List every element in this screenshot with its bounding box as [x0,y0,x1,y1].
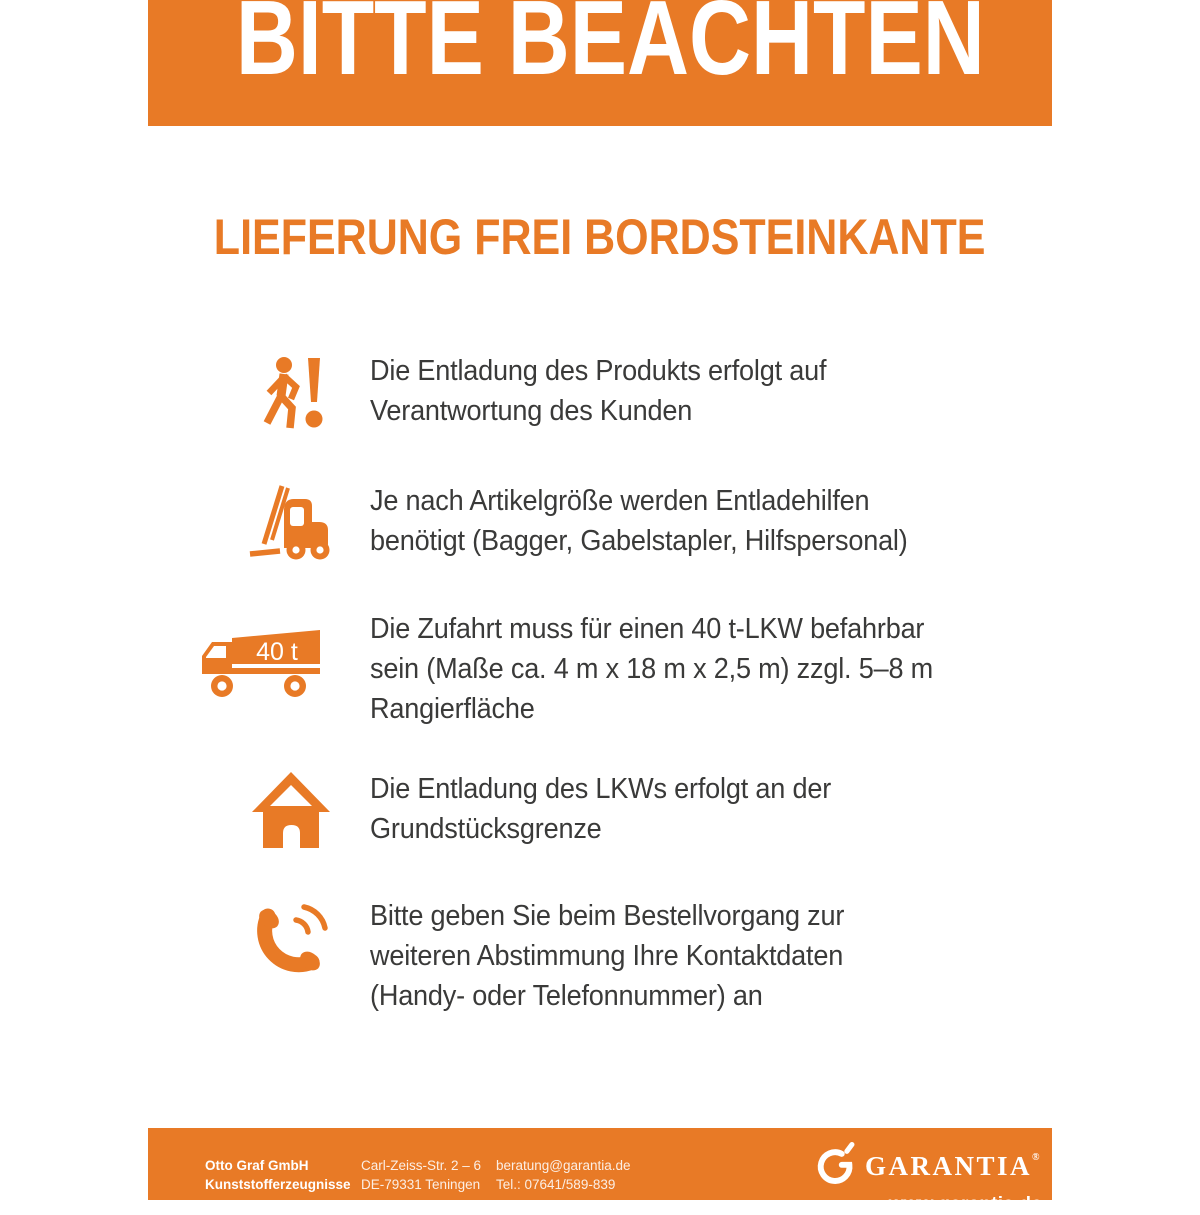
phone-icon [248,898,332,984]
header-bar [148,0,1052,126]
page-title: BITTE BEACHTEN [235,0,985,97]
row-text-2: Je nach Artikelgröße werden Entladehilfen benötigt (Bagger, Gabelstapler, Hilfspersonal) [370,485,908,557]
brand-name: GARANTIA® [865,1151,1042,1181]
footer-bar [148,1128,1052,1215]
forklift-icon [248,482,332,562]
garantia-logo-icon [814,1142,856,1191]
row-text-5: Bitte geben Sie beim Bestellvorgang zur weiteren Abstimmung Ihre Kontaktdaten (Handy- oder Telefonnummer) an [370,900,845,1012]
footer-company: Otto Graf GmbH Kunststofferzeugnisse [205,1158,351,1192]
brand-website: www.garantia.de [888,1194,1042,1215]
pedestrian-warning-icon [256,356,328,432]
brand-block [814,1142,1042,1214]
house-icon [250,770,332,850]
truck-40t-icon [198,626,324,700]
truck-40t-label: 40 t [256,638,298,666]
subtitle: LIEFERUNG FREI BORDSTEINKANTE [214,209,986,265]
row-text-3: Die Zufahrt muss für einen 40 t-LKW befahrbar sein (Maße ca. 4 m x 18 m x 2,5 m) zzgl. 5–8 m Rangierfläche [370,613,934,725]
footer-contact: beratung@garantia.de Tel.: 07641/589-839 [496,1158,631,1192]
row-text-4: Die Entladung des LKWs erfolgt an der Grundstücksgrenze [370,773,832,845]
row-text-1: Die Entladung des Produkts erfolgt auf Verantwortung des Kunden [370,355,827,427]
footer-address: Carl-Zeiss-Str. 2 – 6 DE-79331 Teningen [361,1158,482,1192]
